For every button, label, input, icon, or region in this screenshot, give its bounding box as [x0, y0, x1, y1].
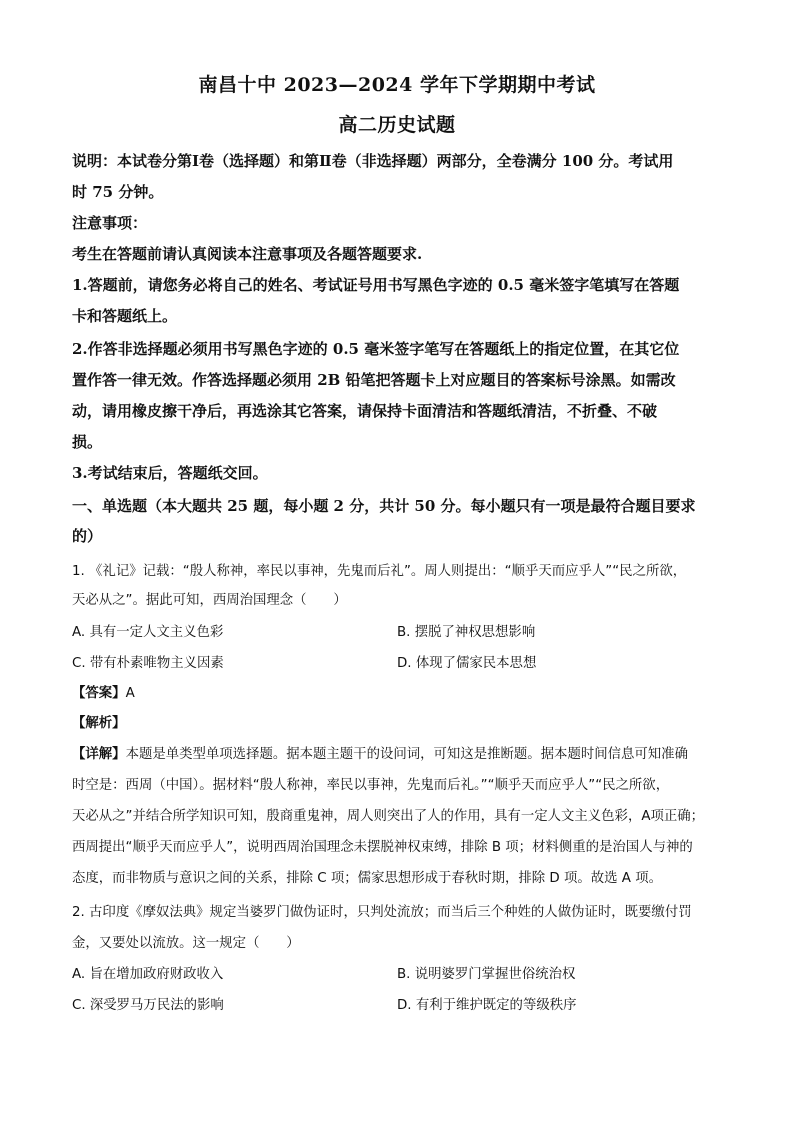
note-2-line1: 2.作答非选择题必须用书写黑色字迹的 0.5 毫米签字笔写在答题纸上的指定位置，在其它位 [72, 340, 680, 358]
q2-stem-line2: 金，又要处以流放。这一规定（ ） [72, 936, 300, 951]
q2-option-c: C. 深受罗马万民法的影响 [72, 998, 224, 1013]
q1-option-d: D. 体现了儒家民本思想 [397, 656, 537, 671]
note-1-line1: 1.答题前，请您务必将自己的姓名、考试证号用书写黑色字迹的 0.5 毫米签字笔填写在答题 [72, 276, 680, 294]
q2-option-a: A. 旨在增加政府财政收入 [72, 967, 224, 982]
note-2-line3: 动，请用橡皮擦干净后，再选涂其它答案，请保持卡面清洁和答题纸清洁，不折叠、不破 [72, 402, 658, 420]
instructions-intro-line2: 时 75 分钟。 [72, 183, 164, 201]
q1-detail-line4: 西周提出“顺乎天而应乎人”，说明西周治国理念未摆脱神权束缚，排除 B 项；材料侧重的是治国人与神的 [72, 840, 693, 855]
section-heading-line2: 的） [72, 527, 103, 545]
q1-option-c: C. 带有朴素唯物主义因素 [72, 656, 224, 671]
q2-option-b: B. 说明婆罗门掌握世俗统治权 [397, 967, 576, 982]
q2-option-d: D. 有利于维护既定的等级秩序 [397, 998, 577, 1013]
instructions-intro-line1: 说明：本试卷分第Ⅰ卷（选择题）和第Ⅱ卷（非选择题）两部分，全卷满分 100 分。考试用 [72, 152, 674, 170]
q1-detail-line2: 时空是：西周（中国）。据材料“殷人称神，率民以事神，先鬼而后礼。”“顺乎天而应乎人”“民之所欲， [72, 778, 670, 793]
q1-stem-line1: 1. 《礼记》记载：“殷人称神，率民以事神，先鬼而后礼”。周人则提出：“顺乎天而应乎人”“民之所欲， [72, 564, 687, 579]
q1-option-a: A. 具有一定人文主义色彩 [72, 625, 224, 640]
q2-stem-line1: 2. 古印度《摩奴法典》规定当婆罗门做伪证时，只判处流放；而当后三个种姓的人做伪证时，既要缴付罚 [72, 905, 692, 920]
answer-tag: 【答案】 [72, 686, 126, 701]
note-3: 3.考试结束后，答题纸交回。 [72, 464, 268, 482]
q1-detail-line1 [72, 743, 728, 762]
section-heading-line1: 一、单选题（本大题共 25 题，每小题 2 分，共计 50 分。每小题只有一项是最符合题目要求 [72, 497, 696, 515]
notes-heading: 注意事项： [72, 214, 148, 232]
note-1-line2: 卡和答题纸上。 [72, 307, 178, 325]
q1-option-b: B. 摆脱了神权思想影响 [397, 625, 536, 640]
q1-detail-line5: 态度，而非物质与意识之间的关系，排除 C 项；儒家思想形成于春秋时期，排除 D 项。故选 A 项。 [72, 871, 662, 886]
note-2-line4: 损。 [72, 433, 103, 451]
exam-subtitle: 高二历史试题 [338, 114, 456, 136]
q1-detail-line3: 天必从之”并结合所学知识可知，殷商重鬼神，周人则突出了人的作用，具有一定人文主义色彩，A项正确； [72, 809, 705, 824]
q1-analysis-tag: 【解析】 [72, 716, 126, 731]
detail-tag: 【详解】 [72, 747, 126, 762]
exam-title: 南昌十中 2023—2024 学年下学期期中考试 [198, 74, 596, 96]
note-0: 考生在答题前请认真阅读本注意事项及各题答题要求. [72, 245, 423, 263]
detail-text: 本题是单类型单项选择题。据本题主题干的设问词，可知这是推断题。据本题时间信息可知准确 [125, 747, 688, 762]
answer-value: A [125, 686, 135, 701]
q1-stem-line2: 天必从之”。据此可知，西周治国理念（ ） [72, 593, 347, 608]
q1-answer [72, 682, 728, 701]
note-2-line2: 置作答一律无效。作答选择题必须用 2B 铅笔把答题卡上对应题目的答案标号涂黑。如需改 [72, 371, 676, 389]
